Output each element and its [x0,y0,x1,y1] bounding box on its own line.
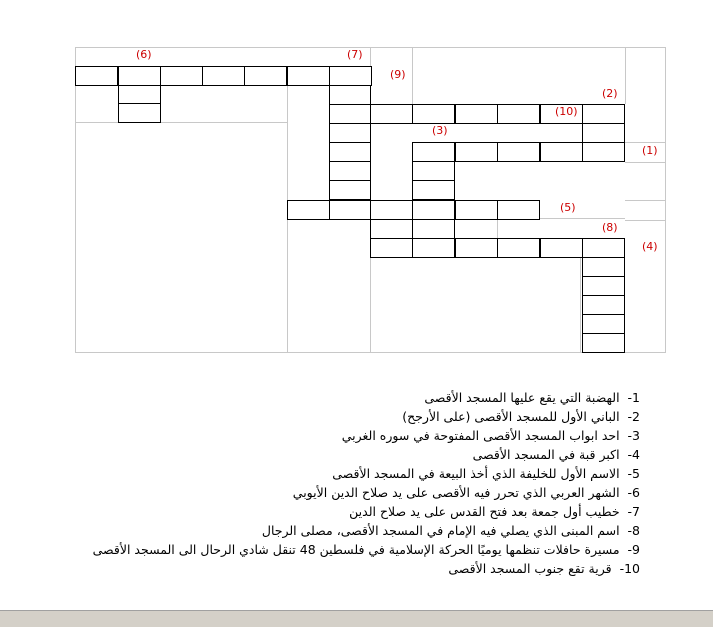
crossword-cell[interactable] [455,142,498,162]
crossword-cell[interactable] [497,104,540,124]
crossword-cell[interactable] [582,276,625,296]
clue-item-number: 1- [627,390,640,405]
clue-item-number: 4- [627,447,640,462]
clue-number-label: (9) [390,68,406,81]
clue-number-label: (2) [602,87,618,100]
crossword-cell[interactable] [540,238,583,258]
clue-item-number: 5- [627,466,640,481]
clue-item-number: 7- [627,504,640,519]
crossword-cell[interactable] [329,66,372,86]
clue-number-label: (3) [432,124,448,137]
crossword-cell[interactable] [75,66,118,86]
grid-guide-line [580,258,581,353]
clue-item [100,483,640,502]
grid-guide-line [625,47,626,104]
clue-item [100,426,640,445]
crossword-cell[interactable] [160,66,203,86]
grid-guide-line [75,122,287,123]
crossword-cell[interactable] [582,142,625,162]
crossword-cell[interactable] [412,142,455,162]
crossword-cell[interactable] [412,104,455,124]
crossword-cell[interactable] [582,238,625,258]
clue-list [92,388,640,578]
grid-guide-line [625,220,666,221]
window-status-bar [0,610,713,627]
clue-item-number: 2- [627,409,640,424]
clue-number-label: (8) [602,221,618,234]
clue-item [100,445,640,464]
crossword-cell[interactable] [582,314,625,334]
clue-number-label: (10) [555,105,578,118]
crossword-cell[interactable] [497,200,540,220]
crossword-cell[interactable] [202,66,245,86]
clue-number-label: (1) [642,144,658,157]
crossword-cell[interactable] [287,66,330,86]
crossword-cell[interactable] [582,257,625,277]
clue-item-number: 9- [627,542,640,557]
crossword-cell[interactable] [412,161,455,181]
grid-guide-line [370,258,371,353]
crossword-cell[interactable] [118,85,161,104]
clue-item [100,502,640,521]
crossword-cell[interactable] [244,66,287,86]
clue-item-text: خطيب أول جمعة بعد فتح القدس على يد صلاح الدين [349,504,620,519]
clue-number-label: (7) [347,48,363,61]
clue-item [92,540,640,559]
clue-number-label: (5) [560,201,576,214]
crossword-cell[interactable] [455,200,498,220]
crossword-cell[interactable] [540,142,583,162]
crossword-cell[interactable] [370,238,413,258]
crossword-cell[interactable] [412,200,455,220]
crossword-cell[interactable] [370,104,413,124]
crossword-cell[interactable] [329,104,371,124]
crossword-cell[interactable] [118,66,161,86]
crossword-cell[interactable] [329,142,371,162]
grid-guide-line [625,162,666,163]
clue-item-text: مسيرة حافلات تنظمها يوميًا الحركة الإسلامية في فلسطين 48 تنقل شادي الرحال الى المسجد الأقصى [92,542,620,557]
grid-guide-line [625,142,666,143]
clue-item [100,407,640,426]
crossword-cell[interactable] [497,238,540,258]
crossword-cell[interactable] [412,238,455,258]
clue-item-text: اكبر قبة في المسجد الأقصى [472,447,620,462]
crossword-cell[interactable] [582,123,625,143]
crossword-cell[interactable] [329,180,371,200]
clue-item-text: الشهر العربي الذي تحرر فيه الأقصى على يد صلاح الدين الأيوبي [292,485,620,500]
clue-number-label: (6) [136,48,152,61]
crossword-cell[interactable] [582,104,625,124]
crossword-cell[interactable] [497,142,540,162]
clue-item-number: 6- [627,485,640,500]
clue-item-text: الاسم الأول للخليفة الذي أخذ البيعة في المسجد الأقصى [332,466,620,481]
clue-item-number: 8- [627,523,640,538]
crossword-cell[interactable] [455,104,498,124]
crossword-cell[interactable] [455,238,498,258]
crossword-cell[interactable] [329,200,372,220]
crossword-cell[interactable] [582,295,625,315]
grid-guide-line [540,218,625,219]
crossword-cell[interactable] [412,219,455,239]
clue-item [100,521,640,540]
crossword-cell[interactable] [582,333,625,353]
clue-item-number: 3- [627,428,640,443]
clue-item-text: احد ابواب المسجد الأقصى المفتوحة في سوره الغربي [341,428,620,443]
clue-item-text: الهضبة التي يقع عليها المسجد الأقصى [424,390,620,405]
grid-guide-line [75,47,76,353]
clue-item-text: قرية تقع جنوب المسجد الأقصى [448,561,612,576]
crossword-cell[interactable] [287,200,330,220]
clue-number-label: (4) [642,240,658,253]
grid-guide-line [497,220,498,240]
crossword-cell[interactable] [329,123,371,143]
crossword-cell[interactable] [118,103,161,123]
clue-item-number: 10- [619,561,640,576]
crossword-cell[interactable] [329,161,371,181]
clue-item-text: اسم المبنى الذي يصلي فيه الإمام في المسجد الأقصى، مصلى الرجال [261,523,620,538]
crossword-cell[interactable] [370,200,413,220]
clue-item [100,559,640,578]
clue-item [100,464,640,483]
grid-guide-line [412,47,413,104]
grid-guide-line [625,200,666,201]
clue-item [100,388,640,407]
crossword-cell[interactable] [370,219,413,239]
clue-item-text: الباني الأول للمسجد الأقصى (على الأرجح) [402,409,620,424]
crossword-cell[interactable] [412,180,455,200]
crossword-cell[interactable] [329,85,371,105]
